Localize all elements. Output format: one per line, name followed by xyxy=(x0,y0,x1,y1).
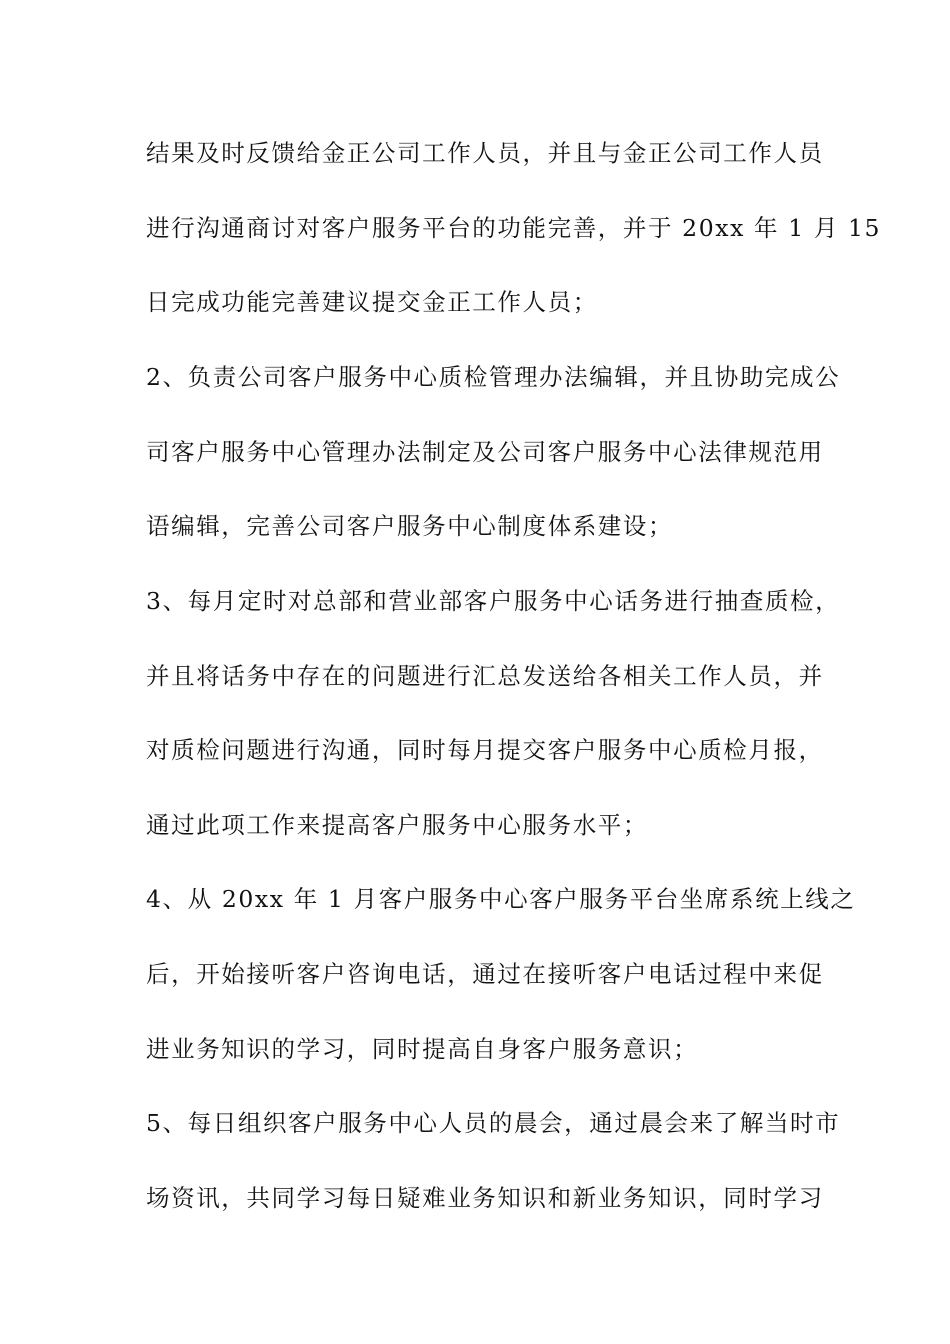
text-line: 5、每日组织客户服务中心人员的晨会，通过晨会来了解当时市 xyxy=(146,1109,841,1137)
text-line: 后，开始接听客户咨询电话，通过在接听客户电话过程中来促 xyxy=(146,960,824,988)
text-line: 语编辑，完善公司客户服务中心制度体系建设； xyxy=(146,512,674,540)
text-line: 通过此项工作来提高客户服务中心服务水平； xyxy=(146,811,648,839)
text-line: 并且将话务中存在的问题进行汇总发送给各相关工作人员，并 xyxy=(146,662,824,690)
text-line: 4、从 20xx 年 1 月客户服务中心客户服务平台坐席系统上线之 xyxy=(146,885,856,913)
text-line: 场资讯，共同学习每日疑难业务知识和新业务知识，同时学习 xyxy=(146,1184,824,1212)
text-line: 2、负责公司客户服务中心质检管理办法编辑，并且协助完成公 xyxy=(146,363,841,391)
text-line: 结果及时反馈给金正公司工作人员，并且与金正公司工作人员 xyxy=(146,139,824,167)
text-line: 司客户服务中心管理办法制定及公司客户服务中心法律规范用 xyxy=(146,438,824,466)
text-line: 进业务知识的学习，同时提高自身客户服务意识； xyxy=(146,1035,699,1063)
text-line: 对质检问题进行沟通，同时每月提交客户服务中心质检月报， xyxy=(146,736,824,764)
text-line: 3、每月定时对总部和营业部客户服务中心话务进行抽查质检， xyxy=(146,587,841,615)
text-line: 进行沟通商讨对客户服务平台的功能完善，并于 20xx 年 1 月 15 xyxy=(146,214,882,242)
text-line: 日完成功能完善建议提交金正工作人员； xyxy=(146,288,598,316)
